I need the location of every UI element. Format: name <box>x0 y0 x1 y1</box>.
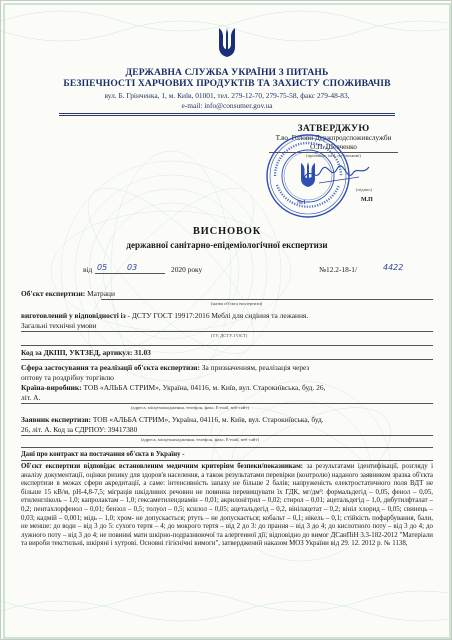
issuing-authority <box>11 67 443 89</box>
address-line: вул. Б. Грінченка, 1, м. Київ, 01001, тел. 279-12-70, 279-75-58, факс 279-48-83, <box>104 91 350 100</box>
document-number-handwritten: 4422 <box>383 263 404 272</box>
approval-name: О.П. Шевченко <box>269 143 398 153</box>
manufacturer-value: ТОВ «АЛЬБА СТРИМ», Україна, 04116, м. Київ, вул. Старокиївська, буд. 26, <box>83 383 326 392</box>
applicant-value-2: 26, літ. А. Код за СДРПОУ: 39417380 <box>21 425 138 434</box>
manufacturer-label: Країна-виробник: <box>21 383 82 392</box>
contract-underline <box>21 460 433 461</box>
code-line: Код за ДКПП, УКТЗЕД, артикул: 31.03 <box>21 348 151 357</box>
made-caption: (ТУ, ДСТУ, ГОСТ) <box>211 333 248 338</box>
object-underline <box>101 299 433 300</box>
title-sub: державної санітарно-епідеміологічної експертизи <box>126 240 328 250</box>
email-line: e-mail: info@consumer.gov.ua <box>181 100 273 110</box>
applicant-label: Заявник експертизи: <box>21 415 91 424</box>
header-divider <box>59 113 395 114</box>
findings-paragraph <box>21 463 433 549</box>
made-row <box>21 311 433 320</box>
org-line-2: БЕЗПЕЧНОСТІ ХАРЧОВИХ ПРОДУКТІВ ТА ЗАХИСТУ СПОЖИВАЧІВ <box>63 78 391 89</box>
stamp-number: №1 <box>297 200 307 206</box>
object-value: Матраци <box>87 289 115 298</box>
signature-caption: (підпис) <box>356 187 373 192</box>
object-caption: (назва об'єкта експертизи) <box>211 301 263 306</box>
approval-name-caption: (прізвище, ім'я, по батькові) <box>306 153 361 158</box>
applicant-value: ТОВ «АЛЬБА СТРИМ», Україна, 04116, м. Київ, вул. Старокиївська, буд. <box>92 415 324 424</box>
made-value: - ДСТУ ГОСТ 19917:2016 Меблі для сидіння та лежання. <box>127 311 309 320</box>
contract-value: - <box>182 451 185 458</box>
applicant-underline <box>21 435 433 436</box>
document-number: №12.2-18-1/ <box>319 265 358 274</box>
contract-row <box>21 450 433 459</box>
approval-heading: ЗАТВЕРДЖУЮ <box>297 123 370 134</box>
scope-label: Сфера застосування та реалізації об'єкта експертизи: <box>21 363 200 372</box>
scope-row <box>21 363 433 372</box>
findings-text: за результатами ідентифікації, розгляду і аналізу документації, оцінки ризику для здоров'я населення, а також результатами перевірки (контролю) наданого заявником зразка об'єкта експертизи в межах сфери акредитації, а саме: інтенсивність запаху не більше 2 балів; напруженість електростатичного поля ВДТ не більше 15 кВ/м, pH-4,8-7,5; міграція шкідливих речовин не повинна перевищувати їх ГДК, мг/дм³: формальдегід – 0,05, фенол – 0,05, етиленгліколь – 1,0; капролактам – 1,0; гексаметилендиамін – 0,01; акрилонітрил – 0,02; стирол – 0,01; ацетальдегід – 1,0, дибутилфталат – 0,2; пентахлорфенол – 0,01; бензол – 0,5; толуол – 0,5; ксилол – 0,05; ацетальдегід – 0,2, вінілацетат – 0,2; вініл хлорид – 0,05; свинець – 0,03; кадмій – 0,001; мідь – 1,0; хром- не допускається; ртуть – не допускається; кобальт – 0,1; нікель – 0,1; стійкість пофарбування, бали, не менше: до води – від 3 до 5: сухого тертя – 4; до мокрого тертя – від 2 до 3: до прання – від 3 до 4; до кислотного поту – від 3 до 4; до лужного поту – від 3 до 4; не повинні мати шкірно-подразнюючої та алергенної дії; відповідно до вимог ДСанПіН 3.3-182-2012 "Матеріали та вироби текстильні, шкіряні і хутрові. Основні гігієнічні вимоги", затверджений наказом МОЗ України від 29. 12. 2012 р. № 1138, <box>21 463 433 548</box>
date-prefix: від <box>83 265 93 274</box>
scope-value-2: оптову та роздрібну торгівлю <box>21 373 114 382</box>
section-divider <box>21 345 433 346</box>
date-year: 2020 року <box>171 265 203 274</box>
coat-of-arms-icon <box>217 25 237 59</box>
authority-address <box>11 91 443 110</box>
manufacturer-underline <box>21 403 433 404</box>
title-main: ВИСНОВОК <box>192 226 262 237</box>
applicant-row <box>21 415 433 424</box>
manufacturer-value-2: літ. А. <box>21 393 41 402</box>
findings-section <box>21 463 433 549</box>
contract-label: Дані про контракт на постачання об'єкта в Україну <box>21 451 181 458</box>
object-row <box>21 289 433 298</box>
date-month: 03 <box>127 263 138 272</box>
code-underline <box>21 359 433 360</box>
manufacturer-caption: (адреса, місцезнаходження, телефон, факс, E-mail, веб-сайт) <box>131 405 249 410</box>
date-underline <box>95 273 165 274</box>
applicant-caption: (адреса, місцезнаходження, телефон, факс, E-mail, веб-сайт) <box>141 437 259 442</box>
document-title <box>21 226 433 250</box>
findings-label: Об'єкт експертизи відповідає встановленим медичним критеріям безпеки/показникам: <box>21 463 304 470</box>
made-underline <box>21 331 433 332</box>
handwritten-signature <box>301 161 371 187</box>
date-day: 05 <box>97 263 108 272</box>
manufacturer-row <box>21 383 433 392</box>
contract-divider <box>21 447 433 448</box>
date-line <box>21 263 433 275</box>
made-value-2: Загальні технічні умови <box>21 321 97 330</box>
header-divider-2 <box>59 115 395 116</box>
org-line-1: ДЕРЖАВНА СЛУЖБА УКРАЇНИ З ПИТАНЬ <box>125 67 329 78</box>
object-label: Об'єкт експертизи: <box>21 289 86 298</box>
seal-label: М.П <box>361 197 373 203</box>
scope-value: За призначенням, реалізація через <box>201 363 310 372</box>
approval-position: Т.во. Голови Держпродспоживслужби <box>275 134 392 142</box>
made-label: виготовлений у відповідності із <box>21 311 126 320</box>
